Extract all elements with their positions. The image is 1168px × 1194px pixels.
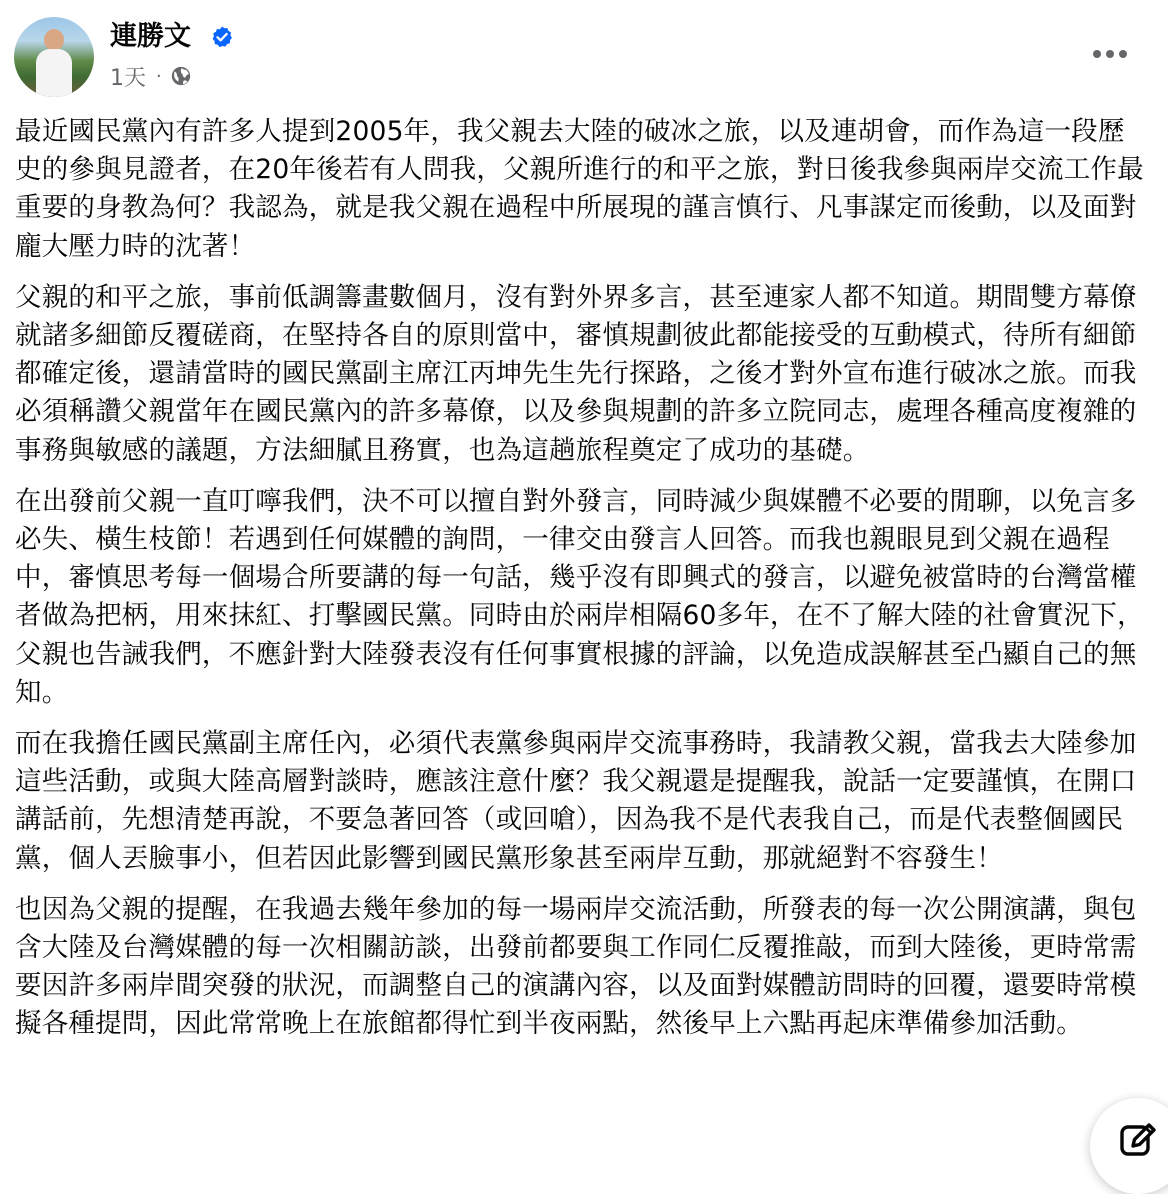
post-paragraph: 而在我擔任國民黨副主席任內，必須代表黨參與兩岸交流事務時，我請教父親，當我去大陸參加這些活動，或與大陸高層對談時，應該注意什麼？我父親還是提醒我，說話一定要謹慎，在開口講話前，先想清楚再說，不要急著回答（或回嗆），因為我不是代表我自己，而是代表整個國民黨，個人丟臉事小，但若因此影響到國民黨形象甚至兩岸互動，那就絕對不容發生！	[15, 728, 1137, 874]
author-name[interactable]: 連勝文	[110, 21, 191, 52]
avatar-person-head	[44, 29, 64, 51]
more-dot	[1093, 50, 1101, 58]
post-header	[0, 0, 1168, 110]
compose-button[interactable]	[1090, 1098, 1168, 1194]
more-dot	[1119, 50, 1127, 58]
post-paragraph: 在出發前父親一直叮嚀我們，決不可以擅自對外發言，同時減少與媒體不必要的閒聊，以免言多必失、橫生枝節！若遇到任何媒體的詢問，一律交由發言人回答。而我也親眼見到父親在過程中，審慎思考每一個場合所要講的每一句話，幾乎沒有即興式的發言，以避免被當時的台灣當權者做為把柄，用來抹紅、打擊國民黨。同時由於兩岸相隔60多年，在不了解大陸的社會實況下，父親也告誡我們，不應針對大陸發表沒有任何事實根據的評論，以免造成誤解甚至凸顯自己的無知。	[15, 485, 1144, 708]
post-paragraph: 父親的和平之旅，事前低調籌畫數個月，沒有對外界多言，甚至連家人都不知道。期間雙方幕僚就諸多細節反覆磋商，在堅持各自的原則當中，審慎規劃彼此都能接受的互動模式，待所有細節都確定後，還請當時的國民黨副主席江丙坤先生先行探路，之後才對外宣布進行破冰之旅。而我必須稱讚父親當年在國民黨內的許多幕僚，以及參與規劃的許多立院同志，處理各種高度複雜的事務與敏感的議題，方法細膩且務實，也為這趟旅程奠定了成功的基礎。	[15, 281, 1137, 466]
post-paragraph: 最近國民黨內有許多人提到2005年，我父親去大陸的破冰之旅，以及連胡會，而作為這一段歷史的參與見證者，在20年後若有人問我，父親所進行的和平之旅，對日後我參與兩岸交流工作最重要的身教為何？我認為，就是我父親在過程中所展現的謹言慎行、凡事謀定而後動，以及面對龐大壓力時的沈著！	[15, 116, 1144, 262]
post-text	[15, 113, 1148, 1044]
more-dot	[1106, 50, 1114, 58]
more-options-icon[interactable]	[1084, 38, 1136, 70]
compose-edit-icon	[1118, 1120, 1158, 1160]
author-avatar[interactable]	[14, 17, 94, 97]
avatar-person-body	[36, 49, 72, 97]
meta-separator: ·	[156, 65, 162, 87]
post-paragraph: 也因為父親的提醒，在我過去幾年參加的每一場兩岸交流活動，所發表的每一次公開演講，與包含大陸及台灣媒體的每一次相關訪談，出發前都要與工作同仁反覆推敲，而到大陸後，更時常需要因許多兩岸間突發的狀況，而調整自己的演講內容，以及面對媒體訪問時的回覆，還要時常模擬各種提問，因此常常晚上在旅館都得忙到半夜兩點，然後早上六點再起床準備參加活動。	[15, 893, 1137, 1040]
post-meta	[110, 61, 192, 91]
verified-badge-icon	[210, 25, 234, 49]
globe-icon[interactable]	[170, 65, 192, 87]
post-timestamp[interactable]: 1天	[110, 65, 146, 91]
